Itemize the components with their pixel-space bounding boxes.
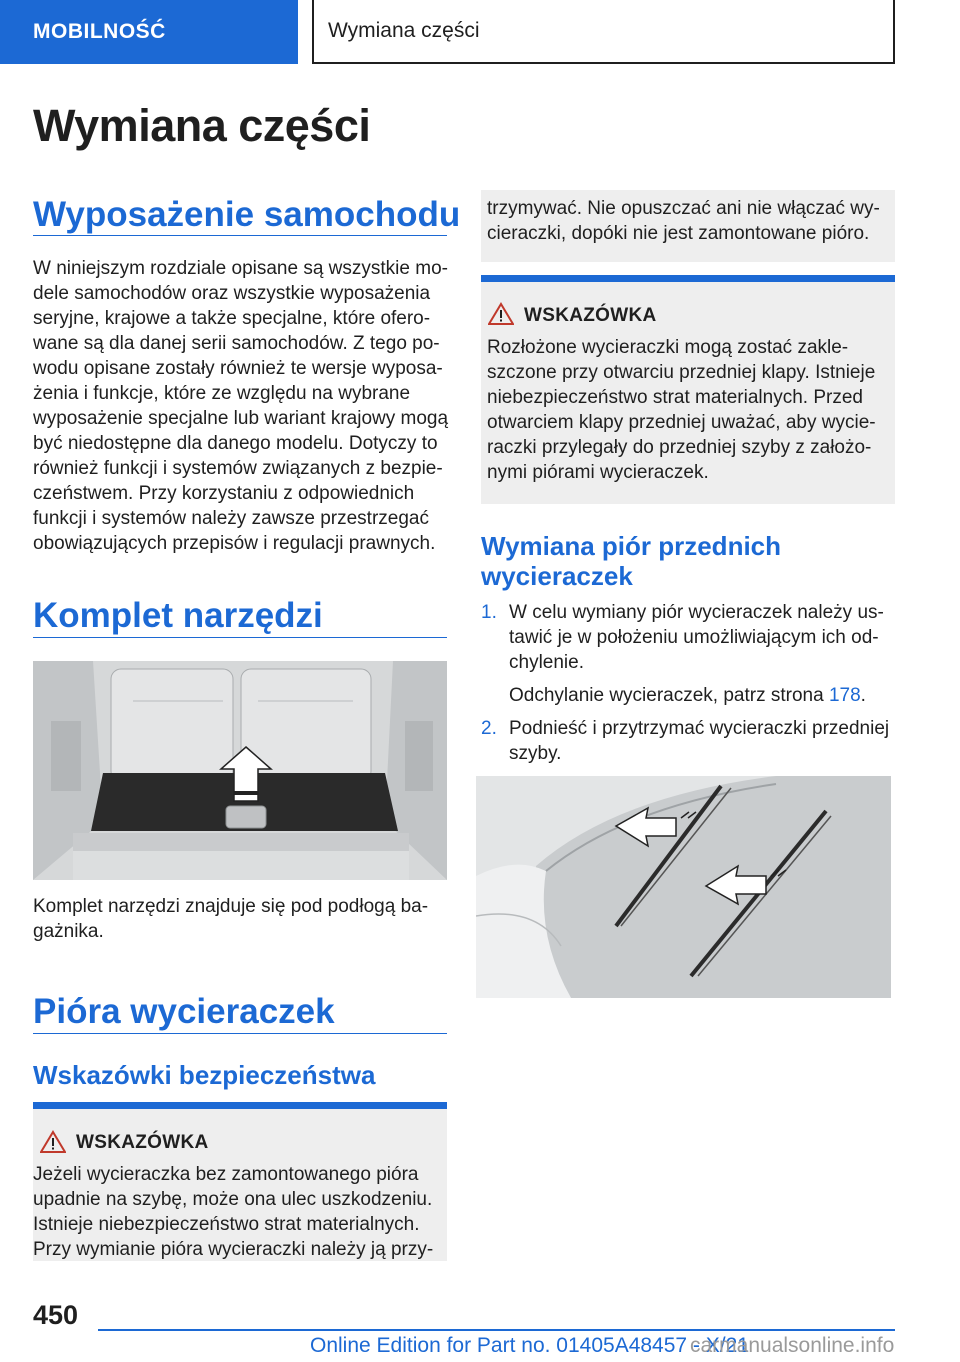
text-line: seryjne, krajowe a także specjalne, które ofero- <box>33 308 431 329</box>
heading-safety: Wskazówki bezpieczeństwa <box>33 1060 376 1090</box>
heading-toolkit: Komplet narzędzi <box>33 596 323 635</box>
text-line: funkcji i systemów należy zawsze przestrzegać <box>33 508 429 529</box>
text-line: wodu opisane zostały również te wersje wyposa- <box>33 358 443 379</box>
text-line: upadnie na szybę, może ona ulec uszkodzeniu. <box>33 1189 433 1210</box>
page-link[interactable]: 178 <box>828 685 861 706</box>
windshield-wipers-image <box>476 776 891 998</box>
breadcrumb: Wymiana części <box>312 0 895 64</box>
step-number: 2. <box>481 718 497 739</box>
edition-note: Online Edition for Part no. 01405A48457 - X/21 <box>310 1334 749 1357</box>
page-title: Wymiana części <box>33 100 371 151</box>
step-item <box>481 716 901 766</box>
heading-equipment: Wyposażenie samochodu <box>33 195 461 234</box>
text-line: cieraczki, dopóki nie jest zamontowane pióro. <box>487 223 870 244</box>
warning-title: WSKAZÓWKA <box>524 305 657 326</box>
text-line: wane są dla danej serii samochodów. Z tego po- <box>33 333 440 354</box>
warning-text <box>33 1162 453 1262</box>
text-line: obowiązujących przepisów i regulacji prawnych. <box>33 533 436 554</box>
heading-line: wycieraczek <box>481 561 633 591</box>
text-line: Komplet narzędzi znajduje się pod podłogą ba- <box>33 896 429 917</box>
step-item <box>481 600 901 708</box>
steps-list <box>481 600 901 766</box>
text-line: gażnika. <box>33 921 104 942</box>
text-line: trzymywać. Nie opuszczać ani nie włączać wy- <box>487 198 880 219</box>
toolkit-caption <box>33 894 453 944</box>
warning-bar <box>33 1102 447 1109</box>
equipment-paragraph <box>33 256 453 556</box>
text-line: Podnieść i przytrzymać wycieraczki przedniej <box>509 718 890 739</box>
trunk-floor-image <box>33 661 447 880</box>
text-line: żenia i funkcje, które ze względu na wybrane <box>33 383 411 404</box>
warning-text <box>487 335 897 485</box>
text-line: Rozłożone wycieraczki mogą zostać zakle- <box>487 337 849 358</box>
heading-rule <box>33 1033 447 1034</box>
warning-title: WSKAZÓWKA <box>76 1132 209 1153</box>
text-line: wyposażenie specjalne lub wariant krajowy mogą <box>33 408 449 429</box>
text-line: Przy wymianie pióra wycieraczki należy ją przy- <box>33 1239 434 1260</box>
heading-rule <box>33 235 447 236</box>
cross-reference-text: Odchylanie wycieraczek, patrz strona <box>509 685 829 706</box>
text-line: niebezpieczeństwo strat materialnych. Przed <box>487 387 863 408</box>
text-line: Istnieje niebezpieczeństwo strat materialnych. <box>33 1214 420 1235</box>
cross-reference <box>509 683 901 708</box>
text-line: Jeżeli wycieraczka bez zamontowanego pióra <box>33 1164 419 1185</box>
text-line: tawić je w położeniu umożliwiającym ich od- <box>509 627 879 648</box>
text-line: otwarciem klapy przedniej uważać, aby wycie- <box>487 412 876 433</box>
section-tab[interactable]: MOBILNOŚĆ <box>0 0 298 64</box>
text-line: szyby. <box>509 743 562 764</box>
text-line: również funkcji i systemów związanych z bezpie- <box>33 458 443 479</box>
warning-triangle-icon <box>40 1130 66 1154</box>
text-line: czeństwem. Przy korzystaniu z odpowiednich <box>33 483 415 504</box>
warning-triangle-icon <box>488 302 514 326</box>
cross-reference-end: . <box>860 685 866 706</box>
footer-rule <box>98 1329 895 1331</box>
text-line: chylenie. <box>509 652 584 673</box>
text-line: W celu wymiany piór wycieraczek należy us- <box>509 602 884 623</box>
warning-text-continued <box>487 196 897 246</box>
page-number: 450 <box>33 1300 79 1330</box>
step-number: 1. <box>481 602 497 623</box>
heading-rule <box>33 637 447 638</box>
text-line: W niniejszym rozdziale opisane są wszystkie mo- <box>33 258 448 279</box>
text-line: szczone przy otwarciu przedniej klapy. Istnieje <box>487 362 876 383</box>
heading-wipers: Pióra wycieraczek <box>33 992 335 1031</box>
text-line: nymi piórami wycieraczek. <box>487 462 709 483</box>
text-line: dele samochodów oraz wszystkie wyposażenia <box>33 283 431 304</box>
watermark: carmanualsonline.info <box>690 1334 895 1357</box>
text-line: być niedostępne dla danego modelu. Dotyczy to <box>33 433 438 454</box>
heading-front-wipers <box>481 531 895 591</box>
text-line: raczki przylegały do przedniej szyby z założo- <box>487 437 872 458</box>
warning-bar <box>481 275 895 282</box>
heading-line: Wymiana piór przednich <box>481 531 782 561</box>
